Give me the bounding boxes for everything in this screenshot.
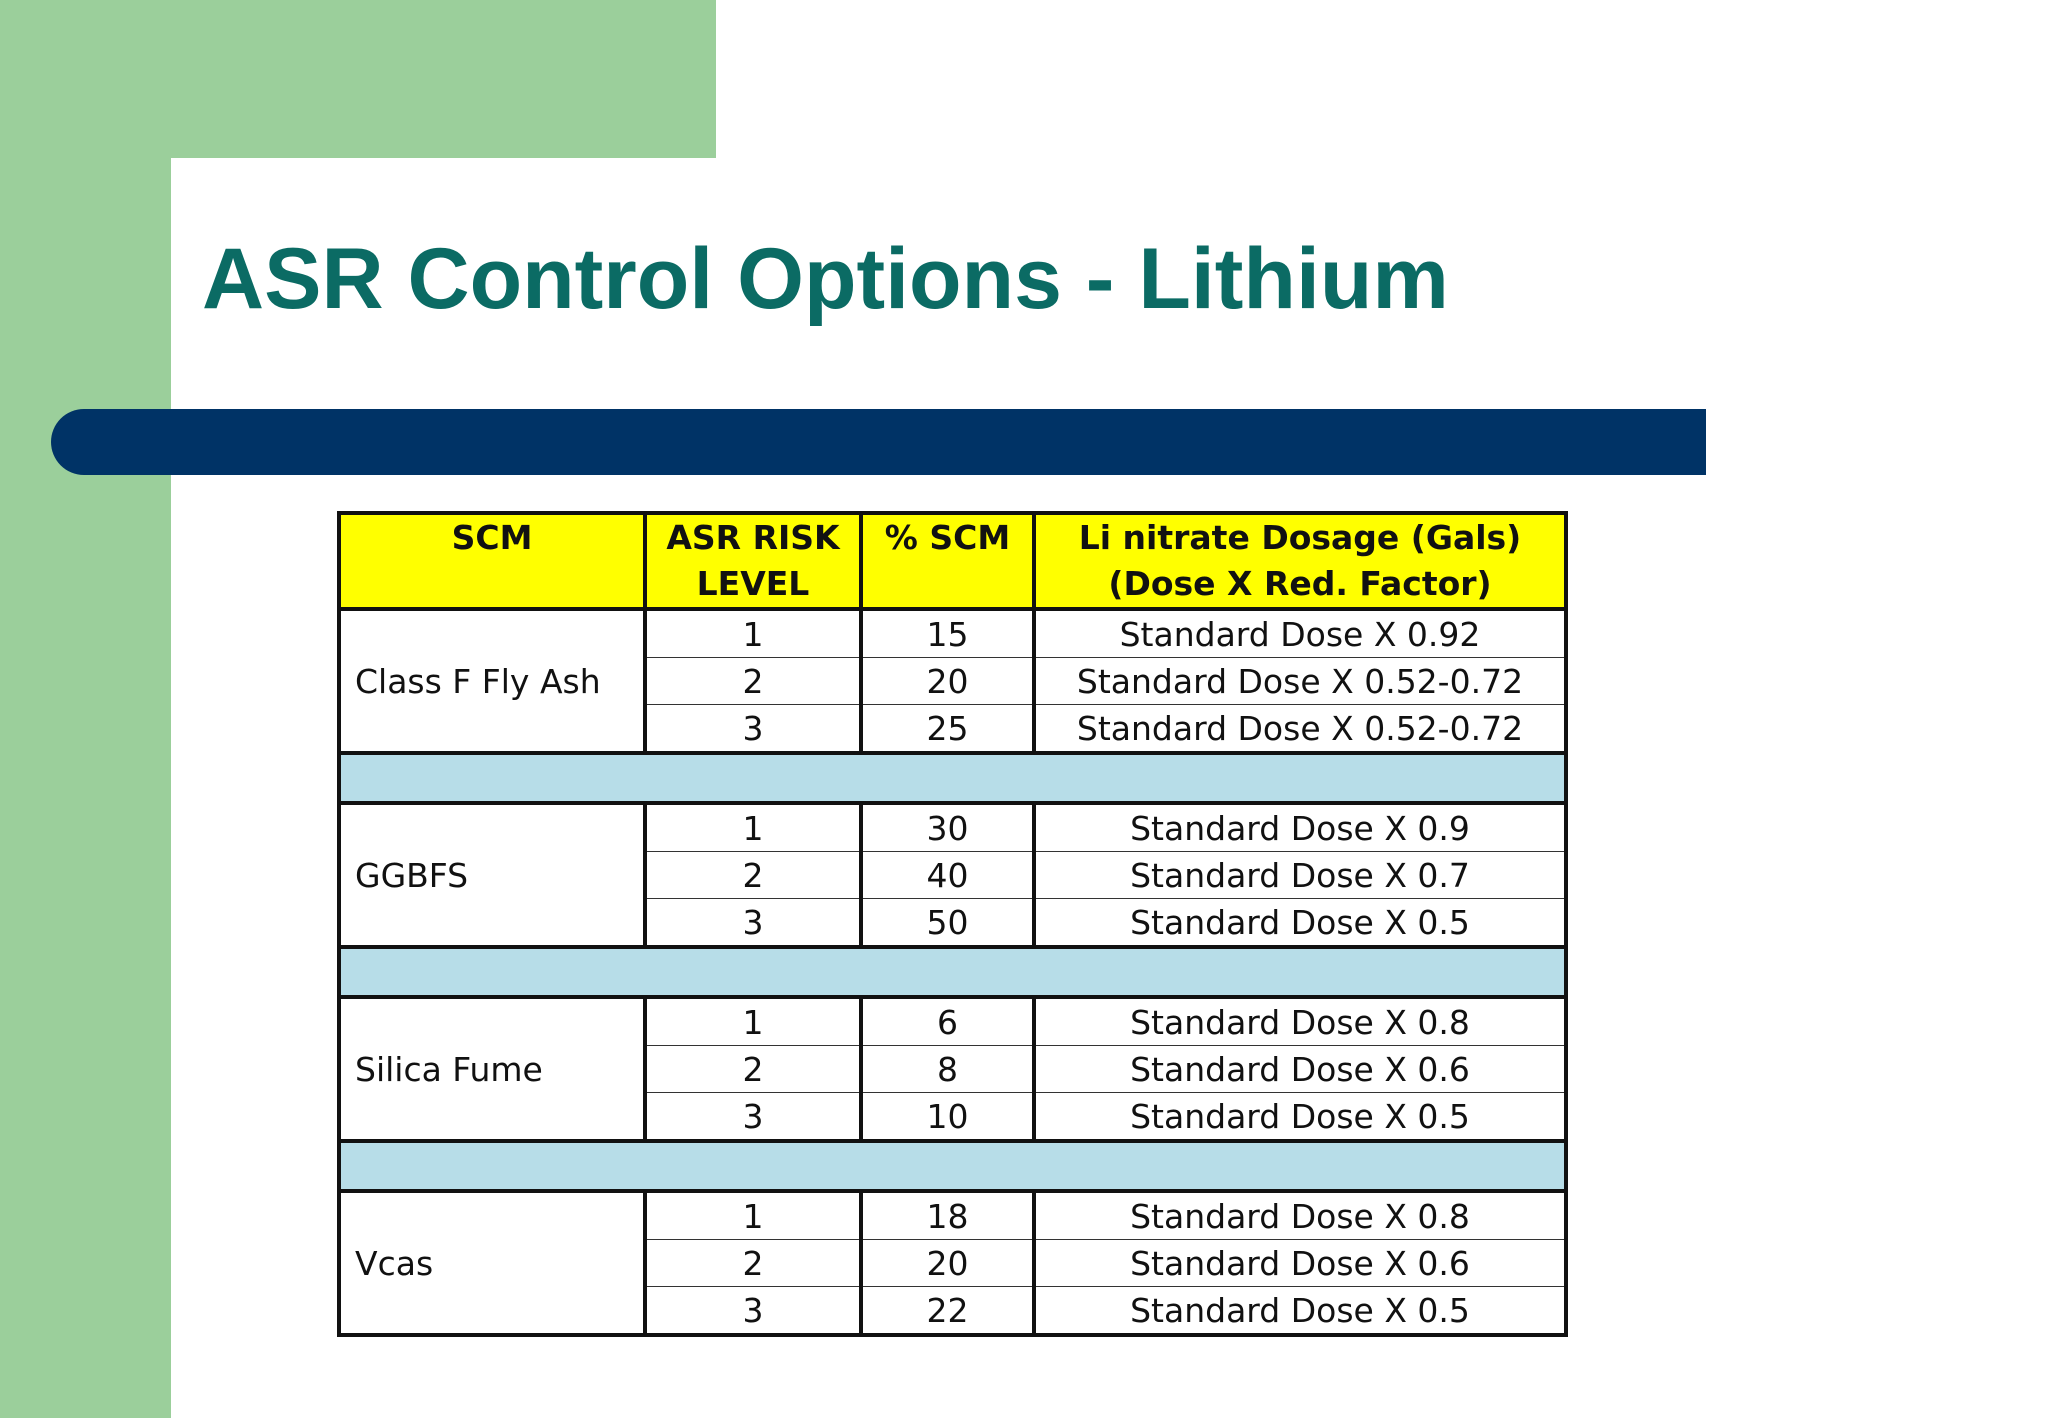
risk-cell: 1 — [645, 803, 861, 852]
scm-cell — [339, 1287, 645, 1336]
pct-cell: 50 — [861, 899, 1034, 948]
pct-cell: 20 — [861, 658, 1034, 705]
pct-cell: 6 — [861, 997, 1034, 1046]
dose-cell: Standard Dose X 0.5 — [1034, 1093, 1566, 1142]
table-row — [339, 609, 1566, 658]
dose-cell: Standard Dose X 0.6 — [1034, 1240, 1566, 1287]
dose-cell: Standard Dose X 0.7 — [1034, 852, 1566, 899]
header-percent-scm: % SCM — [861, 513, 1034, 609]
table-row — [339, 1046, 1566, 1093]
pct-cell: 22 — [861, 1287, 1034, 1336]
scm-cell — [339, 997, 645, 1046]
risk-cell: 1 — [645, 997, 861, 1046]
left-decorative-strip — [0, 0, 171, 1418]
dose-cell: Standard Dose X 0.52-0.72 — [1034, 705, 1566, 754]
risk-cell: 1 — [645, 609, 861, 658]
dose-cell: Standard Dose X 0.52-0.72 — [1034, 658, 1566, 705]
scm-name-cell: Silica Fume — [339, 1046, 645, 1093]
scm-cell — [339, 1191, 645, 1240]
group-separator-row — [339, 753, 1566, 803]
scm-name-cell: Class F Fly Ash — [339, 658, 645, 705]
group-separator-row — [339, 1141, 1566, 1191]
title-divider-bar — [51, 409, 1706, 475]
dose-cell: Standard Dose X 0.8 — [1034, 1191, 1566, 1240]
table-row — [339, 1093, 1566, 1142]
table-row — [339, 803, 1566, 852]
scm-cell — [339, 1093, 645, 1142]
table-row — [339, 899, 1566, 948]
table-header-row — [339, 513, 1566, 609]
pct-cell: 40 — [861, 852, 1034, 899]
dose-cell: Standard Dose X 0.5 — [1034, 1287, 1566, 1336]
table-row — [339, 852, 1566, 899]
dose-cell: Standard Dose X 0.5 — [1034, 899, 1566, 948]
table-row — [339, 1287, 1566, 1336]
header-li-nitrate-dosage: Li nitrate Dosage (Gals) (Dose X Red. Factor) — [1034, 513, 1566, 609]
pct-cell: 15 — [861, 609, 1034, 658]
separator-cell — [339, 947, 1566, 997]
dose-cell: Standard Dose X 0.6 — [1034, 1046, 1566, 1093]
risk-cell: 2 — [645, 658, 861, 705]
group-separator-row — [339, 947, 1566, 997]
scm-cell — [339, 803, 645, 852]
top-decorative-tab — [0, 0, 716, 158]
scm-cell — [339, 705, 645, 754]
table-row — [339, 658, 1566, 705]
scm-name-cell: Vcas — [339, 1240, 645, 1287]
pct-cell: 10 — [861, 1093, 1034, 1142]
risk-cell: 1 — [645, 1191, 861, 1240]
pct-cell: 30 — [861, 803, 1034, 852]
risk-cell: 3 — [645, 1287, 861, 1336]
scm-name-cell: GGBFS — [339, 852, 645, 899]
scm-cell — [339, 899, 645, 948]
dose-cell: Standard Dose X 0.9 — [1034, 803, 1566, 852]
table-row — [339, 705, 1566, 754]
dose-cell: Standard Dose X 0.92 — [1034, 609, 1566, 658]
separator-cell — [339, 1141, 1566, 1191]
risk-cell: 2 — [645, 1240, 861, 1287]
pct-cell: 25 — [861, 705, 1034, 754]
pct-cell: 18 — [861, 1191, 1034, 1240]
risk-cell: 2 — [645, 1046, 861, 1093]
pct-cell: 20 — [861, 1240, 1034, 1287]
table-row — [339, 1240, 1566, 1287]
dose-cell: Standard Dose X 0.8 — [1034, 997, 1566, 1046]
table-row — [339, 997, 1566, 1046]
scm-cell — [339, 609, 645, 658]
lithium-dosage-table — [337, 511, 1568, 1337]
risk-cell: 3 — [645, 1093, 861, 1142]
header-scm: SCM — [339, 513, 645, 609]
slide-title: ASR Control Options - Lithium — [202, 231, 1449, 327]
risk-cell: 3 — [645, 705, 861, 754]
risk-cell: 2 — [645, 852, 861, 899]
header-asr-risk-level: ASR RISK LEVEL — [645, 513, 861, 609]
pct-cell: 8 — [861, 1046, 1034, 1093]
risk-cell: 3 — [645, 899, 861, 948]
table-row — [339, 1191, 1566, 1240]
separator-cell — [339, 753, 1566, 803]
